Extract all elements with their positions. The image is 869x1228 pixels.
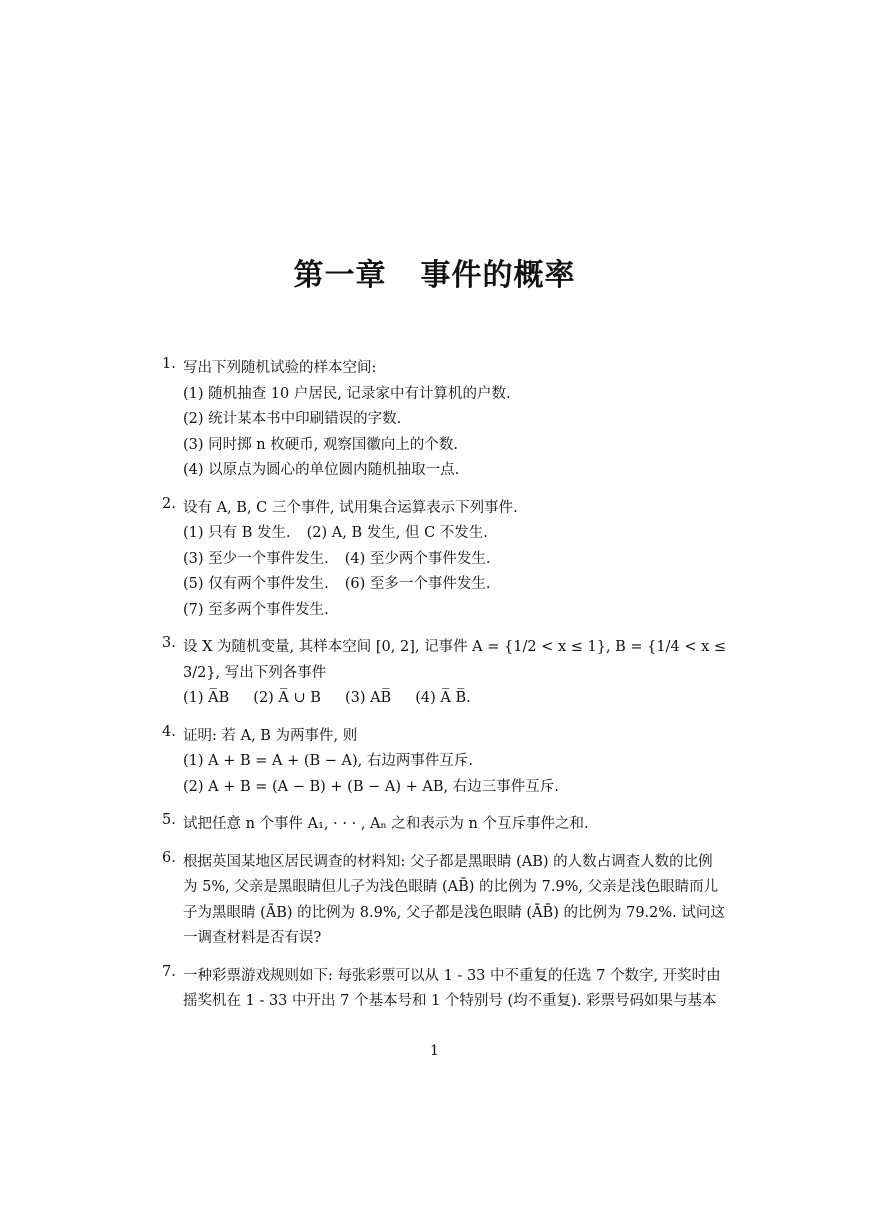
- paragraph-line: 根据英国某地区居民调查的材料知: 父子都是黑眼睛 (AB) 的人数占调查人数的比例: [183, 853, 713, 870]
- problem-number: 5.: [162, 812, 176, 828]
- problem-number: 1.: [162, 356, 176, 372]
- sub-item: (4) 以原点为圆心的单位圆内随机抽取一点.: [183, 462, 460, 478]
- sub-item: (3) AB̅: [344, 690, 392, 706]
- sub-item: (3) 同时掷 n 枚硬币, 观察国徽向上的个数.: [183, 436, 459, 453]
- problem-7: [160, 964, 772, 1015]
- problem-stem: 设 X 为随机变量, 其样本空间 [0, 2], 记事件 A = {1/2 < x ≤ 1}, B = {1/4 < x ≤: [183, 639, 727, 655]
- paragraph-line: 一种彩票游戏规则如下: 每张彩票可以从 1 - 33 中不重复的任选 7 个数字, 开奖时由: [183, 967, 721, 984]
- sub-item: (4) A̅ B̅.: [415, 690, 471, 706]
- sub-item: (6) 至多一个事件发生.: [344, 576, 491, 592]
- chapter-number: 第一章: [293, 258, 387, 293]
- problem-number: 4.: [162, 723, 176, 740]
- paragraph-line: 摇奖机在 1 - 33 中开出 7 个基本号和 1 个特别号 (均不重复). 彩票号码如果与基本: [183, 993, 717, 1009]
- sub-item: (1) 只有 B 发生.: [183, 525, 291, 541]
- sub-item-row: [183, 686, 772, 712]
- paragraph-line: 子为黑眼睛 (ĀB) 的比例为 8.9%, 父子都是浅色眼睛 (ĀB̄) 的比例为 79.2%. 试问这: [183, 904, 725, 921]
- problem-5: [160, 812, 772, 838]
- page-number: 1: [430, 1043, 439, 1059]
- sub-item: (5) 仅有两个事件发生.: [183, 576, 329, 592]
- problem-stem-continued: 3/2}, 写出下列各事件: [183, 664, 327, 681]
- problem-list: [160, 356, 772, 1027]
- paragraph-line: 一调查材料是否有误?: [183, 930, 322, 946]
- sub-item: (4) 至少两个事件发生.: [344, 550, 491, 567]
- sub-item: (3) 至少一个事件发生.: [183, 550, 329, 567]
- sub-item-row: [183, 547, 772, 573]
- sub-item-row: [183, 521, 772, 547]
- sub-item: (2) A, B 发生, 但 C 不发生.: [306, 525, 488, 541]
- problem-stem: 设有 A, B, C 三个事件, 试用集合运算表示下列事件.: [183, 499, 518, 516]
- problem-stem: 写出下列随机试验的样本空间:: [183, 360, 377, 376]
- sub-item: (1) A̅B: [183, 690, 230, 706]
- sub-item: (2) A̅ ∪ B: [253, 690, 321, 706]
- problem-4: [160, 724, 772, 801]
- problem-number: 3.: [162, 635, 176, 651]
- problem-6: [160, 850, 772, 952]
- problem-stem: 证明: 若 A, B 为两事件, 则: [183, 727, 358, 744]
- problem-number: 2.: [162, 495, 176, 512]
- problem-1: [160, 356, 772, 484]
- problem-2: [160, 496, 772, 624]
- sub-item-row: [183, 598, 772, 624]
- sub-item: (2) A + B = (A − B) + (B − A) + AB, 右边三事件互斥.: [183, 778, 559, 795]
- problem-3: [160, 635, 772, 712]
- sub-item: (1) A + B = A + (B − A), 右边两事件互斥.: [183, 753, 473, 769]
- sub-item: (1) 随机抽查 10 户居民, 记录家中有计算机的户数.: [183, 385, 511, 402]
- sub-item: (2) 统计某本书中印刷错误的字数.: [183, 411, 402, 427]
- sub-item: (7) 至多两个事件发生.: [183, 601, 329, 618]
- chapter-name: 事件的概率: [420, 258, 576, 293]
- paragraph-line: 为 5%, 父亲是黑眼睛但儿子为浅色眼睛 (AB̄) 的比例为 7.9%, 父亲是浅色眼睛而儿: [183, 879, 719, 895]
- problem-number: 7.: [162, 963, 176, 980]
- sub-item-row: [183, 572, 772, 598]
- chapter-title: [0, 250, 869, 294]
- problem-stem: 试把任意 n 个事件 A₁, · · · , Aₙ 之和表示为 n 个互斥事件之和.: [183, 816, 589, 832]
- problem-number: 6.: [162, 849, 176, 866]
